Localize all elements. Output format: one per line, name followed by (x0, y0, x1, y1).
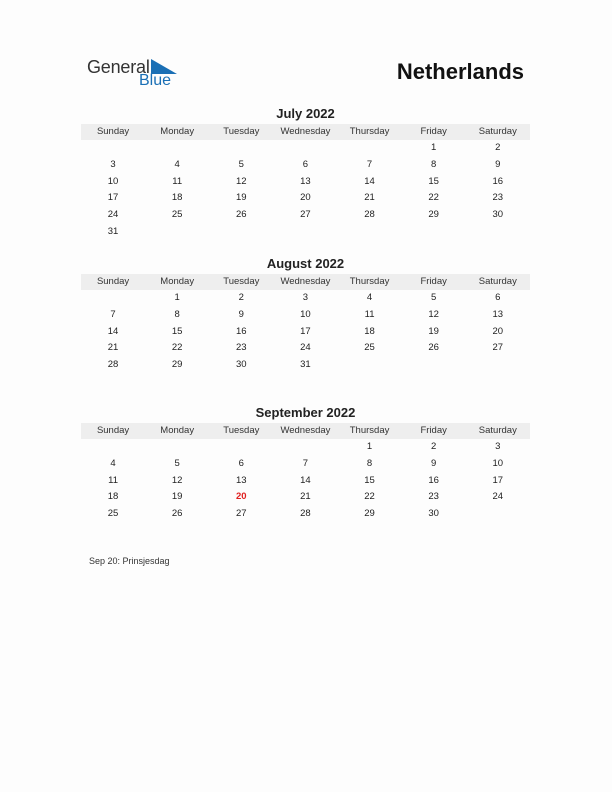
day-cell: 6 (495, 292, 501, 303)
day-cell: 19 (428, 325, 439, 337)
weekday-label: Saturday (478, 276, 517, 287)
day-cell: 26 (171, 508, 183, 520)
weekday-header-row (81, 423, 530, 439)
day-cell: 15 (428, 175, 439, 187)
day-cell: 4 (366, 292, 373, 303)
day-cell: 8 (431, 158, 437, 170)
week-row (81, 190, 530, 207)
day-cell: 28 (364, 209, 375, 221)
day-cell: 2 (238, 292, 244, 303)
day-cell: 31 (107, 225, 119, 237)
day-cell: 17 (300, 325, 311, 337)
day-cell: 25 (171, 209, 183, 221)
day-cell: 18 (171, 192, 183, 204)
day-cell: 24 (107, 209, 119, 221)
week-row (81, 439, 530, 456)
day-cell: 13 (236, 474, 247, 486)
day-cell (209, 224, 273, 241)
week-row (81, 340, 530, 357)
weekday-label: Wednesday (280, 276, 331, 287)
weekday-label: Tuesday (223, 425, 260, 436)
day-cell: 5 (174, 457, 180, 469)
week-row (81, 140, 530, 157)
day-cell: 4 (174, 158, 180, 170)
day-cell: 25 (364, 342, 375, 354)
weekday-label: Monday (160, 425, 195, 436)
logo-text-blue: Blue (139, 72, 172, 89)
day-cell: 30 (428, 508, 439, 520)
day-cell: 3 (110, 158, 116, 170)
day-cell: 9 (431, 457, 437, 469)
day-cell: 23 (236, 342, 247, 354)
day-cell: 16 (236, 325, 247, 337)
day-cell (402, 224, 466, 241)
day-cell (402, 357, 466, 374)
day-cell: 11 (364, 308, 375, 320)
day-cell (209, 439, 273, 456)
day-cell: 22 (364, 491, 375, 503)
day-cell: 9 (238, 308, 244, 320)
day-cell: 11 (108, 474, 118, 486)
weekday-label: Thursday (349, 425, 390, 436)
day-cell: 26 (428, 342, 439, 354)
weekday-label: Saturday (478, 126, 517, 137)
month-calendar (81, 106, 530, 241)
day-cell: 2 (495, 142, 501, 153)
weekday-label: Sunday (96, 425, 130, 436)
day-cell: 24 (300, 342, 311, 354)
week-row (81, 506, 530, 523)
week-row (81, 207, 530, 224)
day-cell: 1 (174, 292, 180, 303)
week-row (81, 489, 530, 506)
day-cell: 17 (107, 192, 119, 204)
day-cell: 4 (110, 457, 116, 469)
day-cell: 1 (431, 142, 437, 153)
day-cell: 30 (236, 359, 247, 371)
day-cell: 20 (300, 192, 311, 204)
day-cell: 19 (171, 491, 183, 503)
day-cell: 3 (302, 292, 309, 303)
day-cell: 1 (366, 441, 373, 452)
day-cell: 23 (492, 192, 504, 204)
day-cell: 13 (492, 308, 504, 320)
day-cell (81, 140, 145, 157)
day-cell: 18 (107, 491, 119, 503)
month-title: September 2022 (255, 405, 356, 420)
day-cell: 21 (107, 342, 119, 354)
weekday-label: Tuesday (223, 276, 260, 287)
day-cell (273, 439, 337, 456)
day-cell (338, 357, 402, 374)
weekday-label: Friday (420, 425, 447, 436)
day-cell: 16 (428, 474, 439, 486)
month-calendar (81, 405, 530, 523)
week-row (81, 307, 530, 324)
day-cell: 30 (492, 209, 504, 221)
day-cell: 10 (492, 457, 504, 469)
day-cell (145, 224, 209, 241)
day-cell: 9 (495, 158, 501, 170)
day-cell (273, 224, 337, 241)
day-cell: 27 (300, 209, 311, 221)
day-cell: 31 (300, 359, 311, 371)
weekday-label: Thursday (349, 276, 390, 287)
day-cell: 14 (364, 175, 375, 187)
day-cell: 19 (236, 192, 247, 204)
weekday-label: Tuesday (223, 126, 260, 137)
logo-text-general: General (87, 57, 150, 77)
day-cell (81, 439, 145, 456)
day-cell: 2 (431, 441, 437, 452)
day-cell: 16 (492, 175, 504, 187)
weekday-label: Wednesday (280, 126, 331, 137)
day-cell: 29 (171, 359, 183, 371)
day-cell: 23 (428, 491, 439, 503)
weekday-label: Friday (420, 276, 447, 287)
day-cell: 21 (300, 491, 311, 503)
weekday-label: Thursday (349, 126, 390, 137)
week-row (81, 157, 530, 174)
holiday-day-cell: 20 (236, 491, 247, 503)
day-cell (466, 506, 530, 523)
day-cell: 25 (107, 508, 119, 520)
day-cell: 26 (236, 209, 247, 221)
day-cell (466, 224, 530, 241)
day-cell: 12 (236, 175, 247, 187)
day-cell: 13 (300, 175, 311, 187)
day-cell (338, 224, 402, 241)
month-title: August 2022 (266, 256, 345, 271)
weekday-label: Friday (420, 126, 447, 137)
day-cell: 22 (171, 342, 183, 354)
day-cell: 12 (171, 474, 183, 486)
weekday-header-row (81, 274, 530, 290)
day-cell: 6 (302, 158, 309, 170)
day-cell: 21 (364, 192, 375, 204)
week-row (81, 357, 530, 374)
day-cell: 27 (236, 508, 247, 520)
day-cell: 14 (300, 474, 311, 486)
day-cell: 15 (171, 325, 183, 337)
week-row (81, 324, 530, 341)
day-cell: 10 (107, 175, 119, 187)
day-cell (145, 140, 209, 157)
week-row (81, 473, 530, 490)
day-cell: 7 (302, 457, 309, 469)
day-cell: 7 (110, 308, 116, 320)
week-row (81, 224, 530, 241)
day-cell (145, 439, 209, 456)
month-calendar (81, 256, 530, 374)
day-cell: 27 (492, 342, 504, 354)
day-cell: 22 (428, 192, 439, 204)
country-title: Netherlands (396, 59, 524, 84)
day-cell: 29 (364, 508, 375, 520)
day-cell: 5 (238, 158, 244, 170)
day-cell: 14 (107, 325, 119, 337)
day-cell (338, 140, 402, 157)
day-cell: 7 (366, 158, 373, 170)
day-cell: 10 (300, 308, 311, 320)
weekday-label: Saturday (478, 425, 517, 436)
day-cell: 6 (238, 457, 244, 469)
day-cell: 15 (364, 474, 375, 486)
day-cell: 17 (492, 474, 504, 486)
day-cell: 29 (428, 209, 439, 221)
day-cell: 20 (492, 325, 504, 337)
day-cell: 12 (428, 308, 439, 320)
week-row (81, 290, 530, 307)
day-cell: 18 (364, 325, 375, 337)
month-title: July 2022 (276, 106, 335, 121)
day-cell: 3 (495, 441, 501, 452)
day-cell: 28 (300, 508, 311, 520)
day-cell: 11 (172, 175, 183, 187)
weekday-label: Sunday (96, 276, 130, 287)
day-cell (209, 140, 273, 157)
day-cell: 8 (366, 457, 373, 469)
weekday-label: Monday (160, 126, 195, 137)
day-cell (273, 140, 337, 157)
day-cell: 8 (174, 308, 180, 320)
weekday-label: Sunday (96, 126, 130, 137)
weekday-header-row (81, 124, 530, 140)
weekday-label: Monday (160, 276, 195, 287)
day-cell (466, 357, 530, 374)
day-cell: 28 (107, 359, 119, 371)
week-row (81, 456, 530, 473)
day-cell: 24 (492, 491, 504, 503)
week-row (81, 174, 530, 191)
weekday-label: Wednesday (280, 425, 331, 436)
holiday-list: Sep 20: Prinsjesdag (89, 556, 170, 566)
day-cell (81, 290, 145, 307)
day-cell: 5 (431, 292, 437, 303)
generalblue-logo (87, 57, 187, 93)
